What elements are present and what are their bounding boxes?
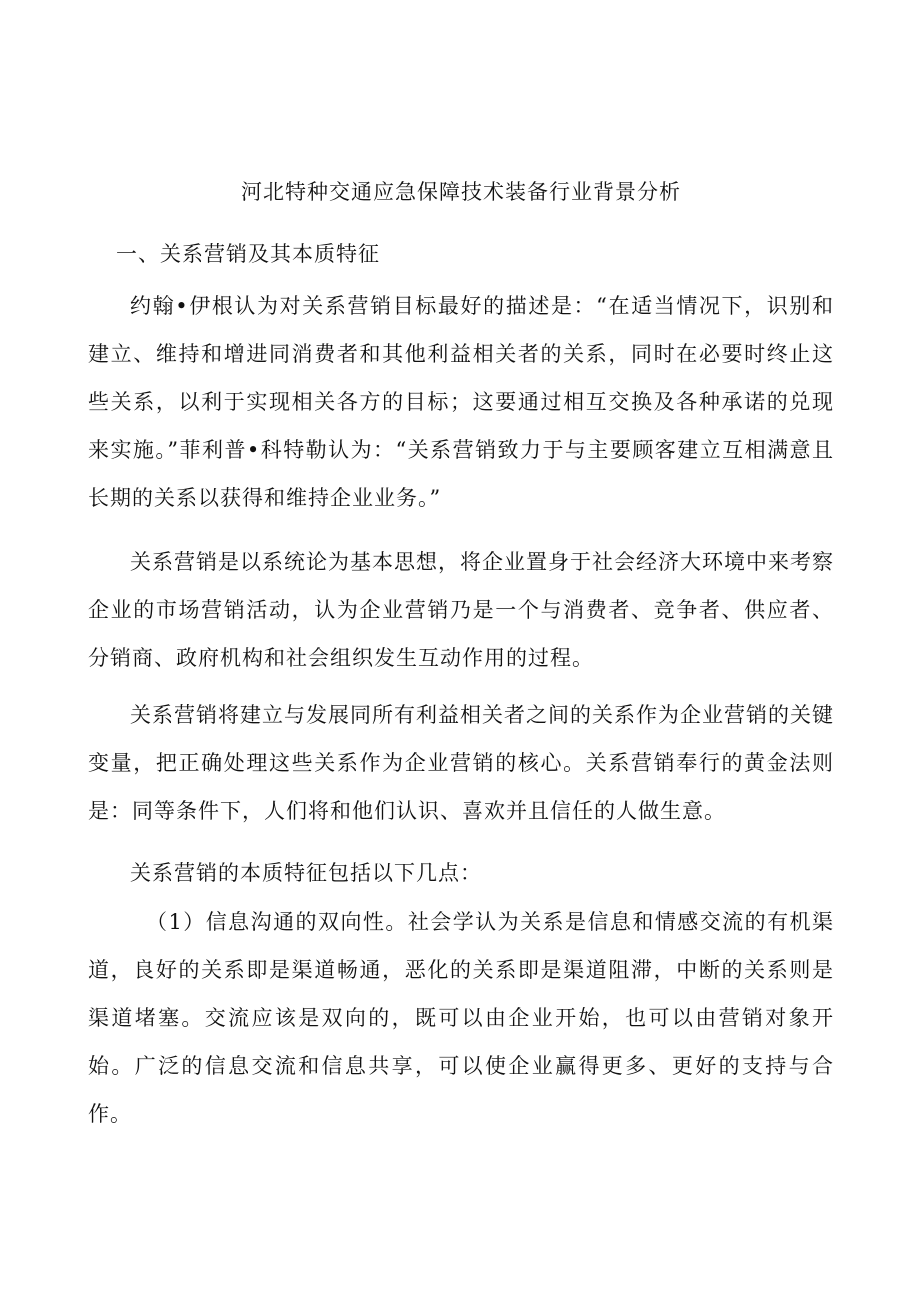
paragraph-features-intro: 关系营销的本质特征包括以下几点： <box>130 861 482 885</box>
paragraph-golden-rule: 关系营销将建立与发展同所有利益相关者之间的关系作为企业营销的关键变量，把正确处理这些关系作为企业营销的核心。关系营销奉行的黄金法则是：同等条件下，人们将和他们认识、喜欢并且信任的人做生意。 <box>88 703 834 823</box>
document-title: 河北特种交通应急保障技术装备行业背景分析 <box>241 180 681 204</box>
paragraph-feature-1: （1）信息沟通的双向性。社会学认为关系是信息和情感交流的有机渠道，良好的关系即是渠道畅通，恶化的关系即是渠道阻滞，中断的关系则是渠道堵塞。交流应该是双向的，既可以由企业开始，也可以由营销对象开始。广泛的信息交流和信息共享，可以使企业赢得更多、更好的支持与合作。 <box>88 910 834 1126</box>
paragraph-definitions: 约翰•伊根认为对关系营销目标最好的描述是：“在适当情况下，识别和建立、维持和增进同消费者和其他利益相关者的关系，同时在必要时终止这些关系，以利于实现相关各方的目标；这要通过相互交换及各种承诺的兑现来实施。”菲利普•科特勒认为：“关系营销致力于与主要顾客建立互相满意且长期的关系以获得和维持企业业务。” <box>88 294 834 510</box>
paragraph-systems-theory: 关系营销是以系统论为基本思想，将企业置身于社会经济大环境中来考察企业的市场营销活动，认为企业营销乃是一个与消费者、竞争者、供应者、分销商、政府机构和社会组织发生互动作用的过程。 <box>88 550 834 670</box>
section-heading: 一、关系营销及其本质特征 <box>116 242 380 266</box>
